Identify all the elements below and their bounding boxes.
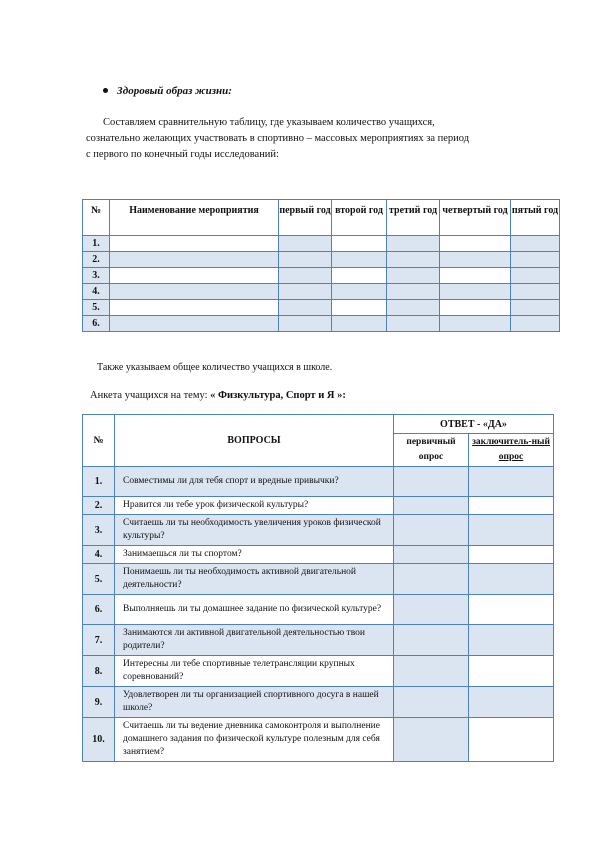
col-header-questions: ВОПРОСЫ <box>115 415 394 467</box>
final-answer-cell[interactable] <box>469 546 554 564</box>
survey-header-row <box>83 415 554 434</box>
question-text: Удовлетворен ли ты организацией спортивного досуга в нашей школе? <box>115 687 394 718</box>
year2-cell[interactable] <box>332 316 387 332</box>
question-number: 2. <box>83 497 115 515</box>
intro-line: с первого по конечный годы исследований: <box>86 149 279 160</box>
events-table <box>82 199 560 332</box>
year5-cell[interactable] <box>511 316 560 332</box>
question-text: Понимаешь ли ты необходимость активной двигательной деятельности? <box>115 564 394 595</box>
year4-cell[interactable] <box>440 268 511 284</box>
table-row <box>83 546 554 564</box>
primary-answer-cell[interactable] <box>394 467 469 497</box>
year4-cell[interactable] <box>440 252 511 268</box>
year3-cell[interactable] <box>387 300 440 316</box>
table-row <box>83 687 554 718</box>
row-number: 4. <box>83 284 110 300</box>
year4-cell[interactable] <box>440 300 511 316</box>
year2-cell[interactable] <box>332 252 387 268</box>
intro-line: сознательно желающих участвовать в спортивно – массовых мероприятиях за период <box>86 133 470 144</box>
col-header-primary-survey: первичный опрос <box>394 434 469 467</box>
row-number: 3. <box>83 268 110 284</box>
survey-table <box>82 414 554 762</box>
intro-paragraph <box>86 115 550 163</box>
question-number: 1. <box>83 467 115 497</box>
survey-topic: « Физкультура, Спорт и Я »: <box>210 390 346 401</box>
primary-answer-cell[interactable] <box>394 546 469 564</box>
table-row <box>83 718 554 762</box>
table-row <box>83 316 560 332</box>
question-text: Выполняешь ли ты домашнее задание по физической культуре? <box>115 595 394 625</box>
event-name-cell[interactable] <box>110 284 279 300</box>
question-text: Считаешь ли ты ведение дневника самоконтроля и выполнение домашнего задания по физической культуре полезным для себя занятием? <box>115 718 394 762</box>
year4-cell[interactable] <box>440 284 511 300</box>
event-name-cell[interactable] <box>110 252 279 268</box>
question-number: 5. <box>83 564 115 595</box>
question-text: Занимаешься ли ты спортом? <box>115 546 394 564</box>
col-header-number: № <box>83 415 115 467</box>
question-number: 10. <box>83 718 115 762</box>
year3-cell[interactable] <box>387 236 440 252</box>
section-heading-text: Здоровый образ жизни: <box>117 85 232 97</box>
primary-answer-cell[interactable] <box>394 595 469 625</box>
question-number: 9. <box>83 687 115 718</box>
year2-cell[interactable] <box>332 300 387 316</box>
final-answer-cell[interactable] <box>469 564 554 595</box>
row-number: 1. <box>83 236 110 252</box>
col-header-year3: третий год <box>387 200 440 236</box>
col-header-year5: пятый год <box>511 200 560 236</box>
table-row <box>83 467 554 497</box>
col-header-event: Наименование мероприятия <box>110 200 279 236</box>
primary-answer-cell[interactable] <box>394 656 469 687</box>
year1-cell[interactable] <box>279 284 332 300</box>
year3-cell[interactable] <box>387 268 440 284</box>
final-answer-cell[interactable] <box>469 467 554 497</box>
year1-cell[interactable] <box>279 268 332 284</box>
table-row <box>83 595 554 625</box>
question-number: 7. <box>83 625 115 656</box>
table-row <box>83 236 560 252</box>
col-header-number: № <box>83 200 110 236</box>
survey-title-prefix: Анкета учащихся на тему: <box>90 390 211 401</box>
question-text: Считаешь ли ты необходимость увеличения уроков физической культуры? <box>115 515 394 546</box>
table-row <box>83 564 554 595</box>
question-number: 8. <box>83 656 115 687</box>
table-row <box>83 625 554 656</box>
year2-cell[interactable] <box>332 236 387 252</box>
col-header-year2: второй год <box>332 200 387 236</box>
year5-cell[interactable] <box>511 284 560 300</box>
col-header-answer: ОТВЕТ - «ДА» <box>394 415 554 434</box>
year5-cell[interactable] <box>511 252 560 268</box>
final-answer-cell[interactable] <box>469 497 554 515</box>
question-number: 3. <box>83 515 115 546</box>
year2-cell[interactable] <box>332 268 387 284</box>
final-answer-cell[interactable] <box>469 687 554 718</box>
year1-cell[interactable] <box>279 300 332 316</box>
table-row <box>83 268 560 284</box>
year1-cell[interactable] <box>279 236 332 252</box>
final-answer-cell[interactable] <box>469 625 554 656</box>
table-row <box>83 497 554 515</box>
table-row <box>83 656 554 687</box>
year3-cell[interactable] <box>387 284 440 300</box>
col-header-final-survey: заключитель-ный опрос <box>469 434 554 467</box>
question-text: Занимаются ли активной двигательной деятельностью твои родители? <box>115 625 394 656</box>
final-answer-cell[interactable] <box>469 595 554 625</box>
year5-cell[interactable] <box>511 268 560 284</box>
table-row <box>83 300 560 316</box>
year3-cell[interactable] <box>387 316 440 332</box>
year4-cell[interactable] <box>440 236 511 252</box>
event-name-cell[interactable] <box>110 300 279 316</box>
events-table-header <box>83 200 560 236</box>
table-row <box>83 515 554 546</box>
survey-title <box>90 390 346 401</box>
students-count-note: Также указываем общее количество учащихся в школе. <box>97 362 333 373</box>
section-heading <box>103 85 232 97</box>
year1-cell[interactable] <box>279 316 332 332</box>
event-name-cell[interactable] <box>110 236 279 252</box>
year5-cell[interactable] <box>511 236 560 252</box>
intro-line: Составляем сравнительную таблицу, где указываем количество учащихся, <box>103 117 435 128</box>
final-answer-cell[interactable] <box>469 718 554 762</box>
year2-cell[interactable] <box>332 284 387 300</box>
col-header-year4: четвертый год <box>440 200 511 236</box>
question-text: Совместимы ли для тебя спорт и вредные привычки? <box>115 467 394 497</box>
year4-cell[interactable] <box>440 316 511 332</box>
row-number: 2. <box>83 252 110 268</box>
primary-answer-cell[interactable] <box>394 497 469 515</box>
primary-answer-cell[interactable] <box>394 625 469 656</box>
row-number: 5. <box>83 300 110 316</box>
bullet-icon <box>103 88 108 93</box>
row-number: 6. <box>83 316 110 332</box>
question-number: 4. <box>83 546 115 564</box>
year5-cell[interactable] <box>511 300 560 316</box>
event-name-cell[interactable] <box>110 316 279 332</box>
year1-cell[interactable] <box>279 252 332 268</box>
primary-answer-cell[interactable] <box>394 718 469 762</box>
question-text: Нравится ли тебе урок физической культуры? <box>115 497 394 515</box>
primary-answer-cell[interactable] <box>394 564 469 595</box>
event-name-cell[interactable] <box>110 268 279 284</box>
year3-cell[interactable] <box>387 252 440 268</box>
primary-answer-cell[interactable] <box>394 515 469 546</box>
table-row <box>83 252 560 268</box>
final-answer-cell[interactable] <box>469 515 554 546</box>
primary-answer-cell[interactable] <box>394 687 469 718</box>
col-header-year1: первый год <box>279 200 332 236</box>
table-row <box>83 284 560 300</box>
question-number: 6. <box>83 595 115 625</box>
final-answer-cell[interactable] <box>469 656 554 687</box>
question-text: Интересны ли тебе спортивные телетрансляции крупных соревнований? <box>115 656 394 687</box>
